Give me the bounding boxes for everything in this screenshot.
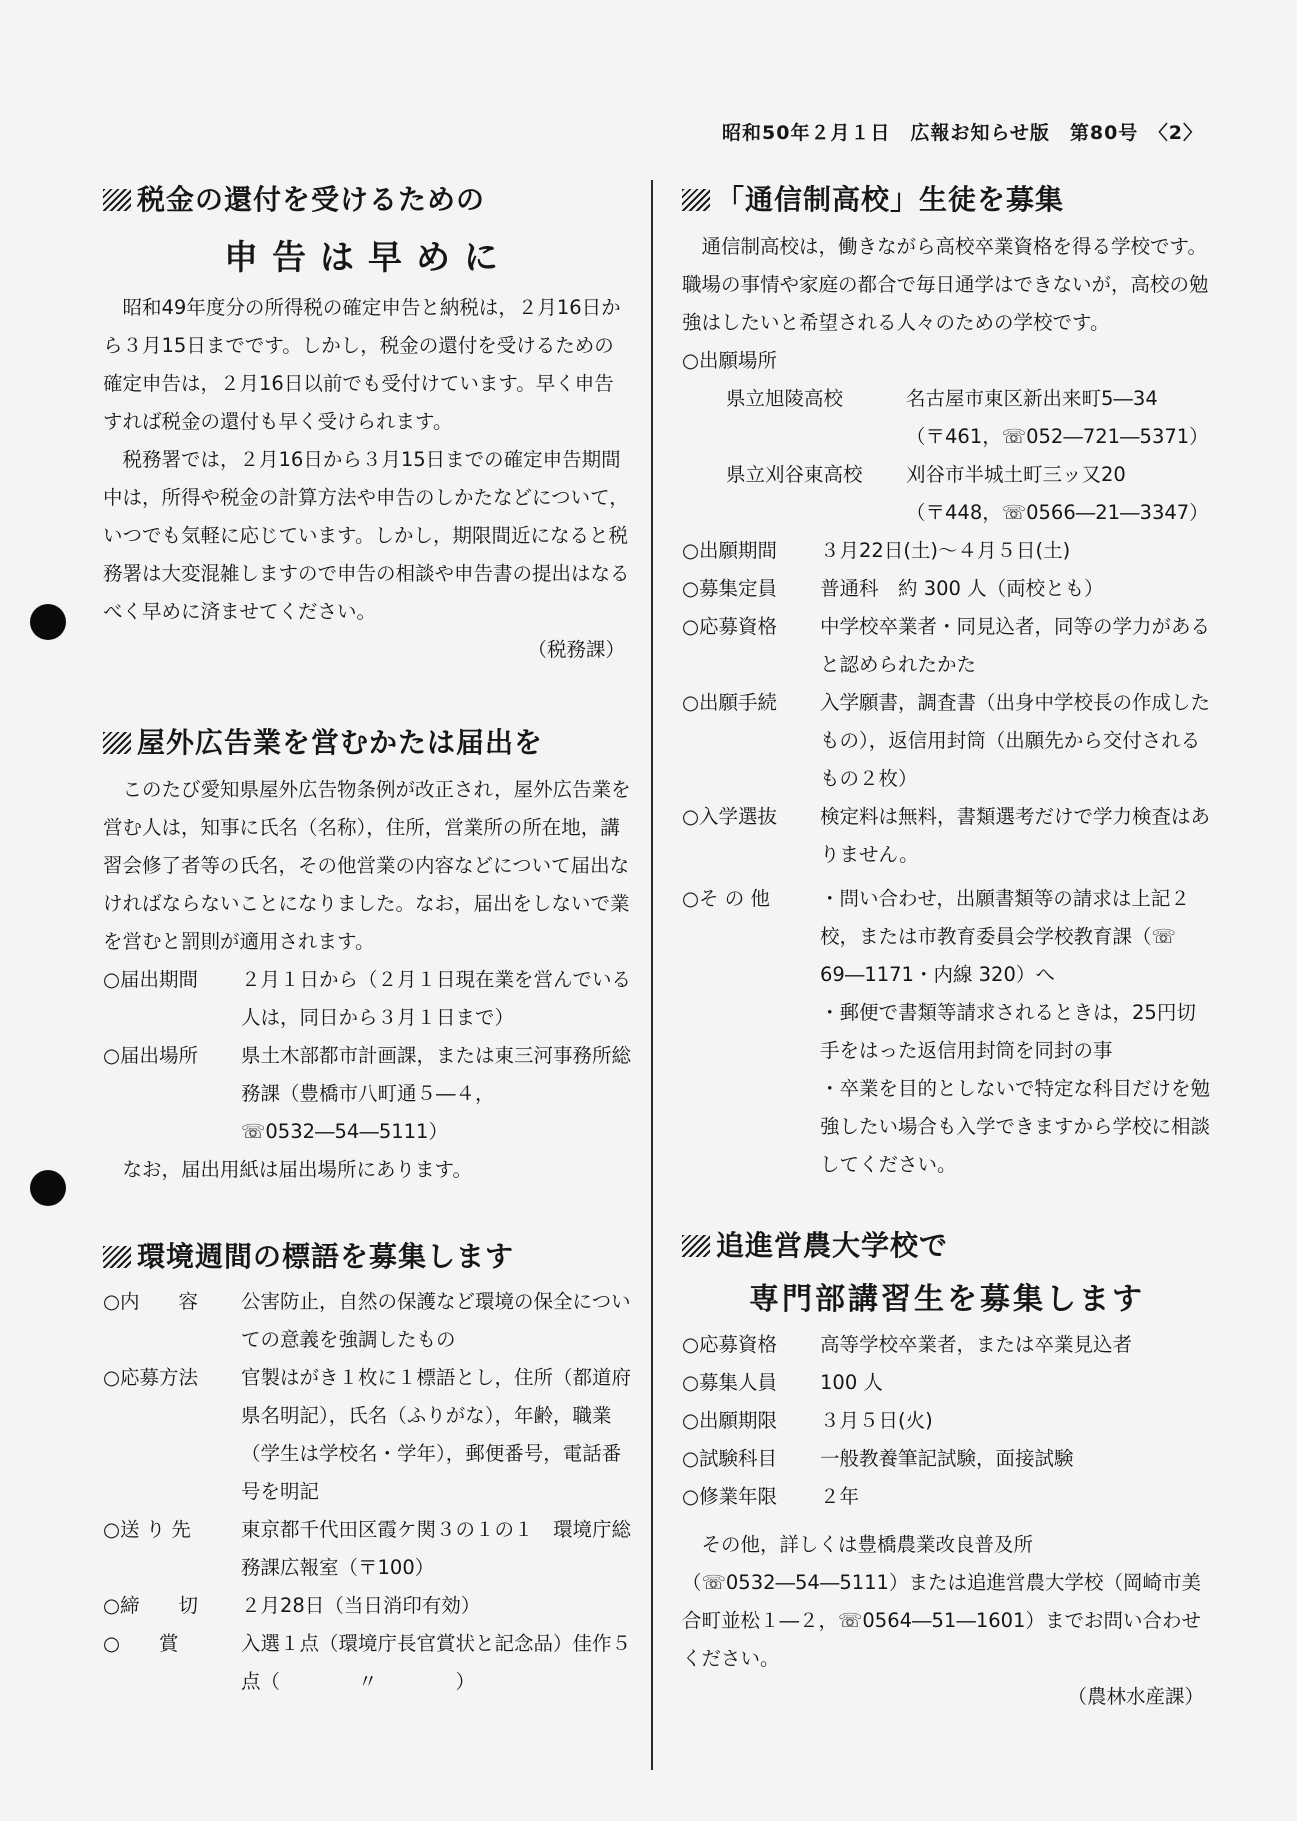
school-other-3: ・卒業を目的としないで特定な科目だけを勉強したい場合も入学できますから学校に相談してください。 (820, 1077, 1211, 1176)
left-column (103, 178, 633, 1701)
env-item-deadline: ○締 切 ２月28日（当日消印有効） (103, 1594, 481, 1617)
agri-item-years: ○修業年限 ２年 (682, 1485, 860, 1508)
outdoor-note: なお，届出用紙は届出場所にあります。 (122, 1158, 472, 1181)
agri-item-exam: ○試験科目 一般教養筆記試験，面接試験 (682, 1447, 1074, 1470)
outdoor-ad-article (103, 721, 633, 1189)
env-item-content: ○内 容 公害防止，自然の保護など環境の保全についての意義を強調したもの (103, 1290, 631, 1351)
agri-item-qualification: ○応募資格 高等学校卒業者，または卒業見込者 (682, 1333, 1133, 1356)
school-item-other: ○そ の 他 ・問い合わせ，出願書類等の請求は上記２校，または市教育委員会学校教育課（☏ 69―1171・内線 320）へ ・郵便で書類等請求されるときは，25円切手をはった返信用封筒を同封の事 ・卒業を目的としないで特定な科目だけを勉強したい場合も入学できますから学校に相談してください。 (682, 880, 1212, 1184)
school-title: 「通信制高校」生徒を募集 (682, 178, 1212, 218)
agri-item-capacity: ○募集人員 100 人 (682, 1371, 883, 1394)
hatch-mark-icon (103, 732, 131, 754)
school-place-2: 県立刈谷東高校 刈谷市半城土町三ッ又20 （〒448，☏0566―21―3347） (726, 463, 1209, 524)
agri-item-deadline: ○出願期限 ３月５日(火) (682, 1409, 933, 1432)
column-divider (651, 180, 653, 1770)
env-title: 環境週間の標語を募集します (103, 1235, 633, 1275)
env-item-address: ○送 り 先 東京都千代田区霞ケ関３の１の１ 環境庁総務課広報室（〒100） (103, 1518, 632, 1579)
outdoor-item-place: ○届出場所 県土木部都市計画課，または東三河事務所総務課（豊橋市八町通５―４，☏0532―54―5111） (103, 1044, 632, 1143)
env-item-method: ○応募方法 官製はがき１枚に１標語とし，住所（都道府県名明記），氏名（ふりがな），年齢，職業（学生は学校名・学年），郵便番号，電話番号を明記 (103, 1366, 632, 1503)
agri-department: （農林水産課） (1067, 1685, 1204, 1708)
school-place-label: ○出願場所 (682, 349, 778, 372)
school-paragraph: 通信制高校は，働きながら高校卒業資格を得る学校です。職場の事情や家庭の都合で毎日通学はできないが，高校の勉強はしたいと希望される人々のための学校です。 (682, 235, 1209, 334)
school-item-procedure: ○出願手続 入学願書，調査書（出身中学校長の作成したもの），返信用封筒（出願先から交付されるもの２枚） (682, 691, 1211, 790)
hatch-mark-icon (682, 1235, 710, 1257)
agri-title-line2: 専門部講習生を募集します (749, 1282, 1145, 1317)
school-article (682, 178, 1212, 1184)
hatch-mark-icon (103, 189, 131, 211)
punch-hole-top (30, 604, 66, 640)
agri-article (682, 1224, 1212, 1716)
tax-title-line2: 申告は早めに (224, 238, 512, 278)
punch-hole-bottom (30, 1170, 66, 1206)
school-item-qualification: ○応募資格 中学校卒業者・同見込者，同等の学力があると認められたかた (682, 615, 1211, 676)
tax-paragraph-2: 税務署では，２月16日から３月15日までの確定申告期間中は，所得や税金の計算方法や申告のしかたなどについて，いつでも気軽に応じています。しかし，期限間近になると税務署は大変混雑しますので申告の相談や申告書の提出はなるべく早めに済ませてください。 (103, 448, 630, 623)
school-item-selection: ○入学選抜 検定料は無料，書類選考だけで学力検査はありません。 (682, 805, 1211, 866)
outdoor-title: 屋外広告業を営むかたは届出を (103, 721, 633, 761)
tax-paragraph-1: 昭和49年度分の所得税の確定申告と納税は，２月16日から３月15日までです。しかし，税金の還付を受けるための確定申告は，２月16日以前でも受付けています。早く申告すれば税金の還付も早く受けられます。 (103, 296, 621, 433)
tax-title-line1: 税金の還付を受けるための (103, 178, 633, 218)
school-other-1: ・問い合わせ，出願書類等の請求は上記２校，または市教育委員会学校教育課（☏ 69―1171・内線 320）へ (820, 887, 1190, 986)
tax-department: （税務課） (527, 638, 625, 661)
hatch-mark-icon (682, 189, 710, 211)
outdoor-item-period: ○届出期間 ２月１日から（２月１日現在業を営んでいる人は，同日から３月１日まで） (103, 968, 632, 1029)
school-place-1: 県立旭陵高校 名古屋市東区新出来町5―34 （〒461，☏052―721―5371） (726, 387, 1209, 448)
outdoor-paragraph: このたび愛知県屋外広告物条例が改正され，屋外広告業を営む人は，知事に氏名（名称），住所，営業所の所在地，講習会修了者等の氏名，その他営業の内容などについて届出なければならないことになりました。なお，届出をしないで業を営むと罰則が適用されます。 (103, 778, 631, 953)
right-column (682, 178, 1212, 1716)
agri-title-line1: 追進営農大学校で (682, 1224, 1212, 1264)
page-header: 昭和50年２月１日 広報お知らせ版 第80号 〈2〉 (722, 122, 1204, 144)
hatch-mark-icon (103, 1246, 131, 1268)
school-other-2: ・郵便で書類等請求されるときは，25円切手をはった返信用封筒を同封の事 (820, 1001, 1196, 1062)
agri-paragraph: その他，詳しくは豊橋農業改良普及所（☏0532―54―5111）または追進営農大学校（岡崎市美合町並松１―２，☏0564―51―1601）までお問い合わせください。 (682, 1533, 1201, 1670)
school-item-period: ○出願期間 ３月22日(土)～４月５日(土) (682, 539, 1071, 562)
env-item-prize: ○ 賞 入選１点（環境庁長官賞状と記念品）佳作５点（ 〃 ） (103, 1632, 632, 1693)
env-article (103, 1235, 633, 1701)
tax-article (103, 178, 633, 669)
school-item-capacity: ○募集定員 普通科 約 300 人（両校とも） (682, 577, 1104, 600)
